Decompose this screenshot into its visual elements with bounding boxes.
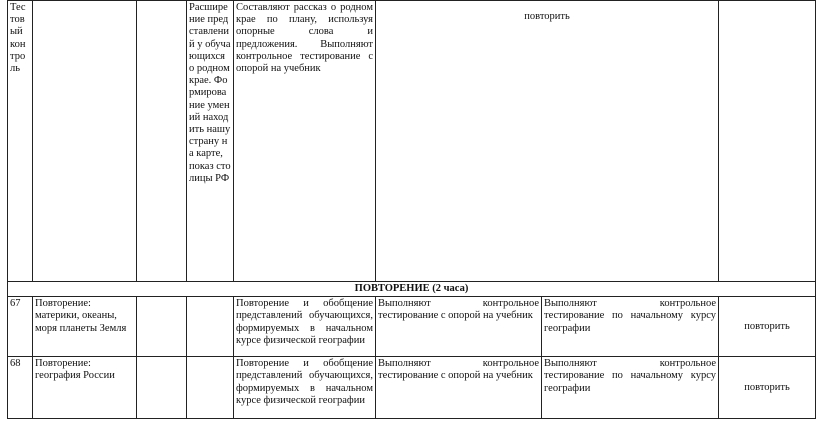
empty-cell [137, 1, 187, 282]
activities-cell: Составляют рассказ о родном крае по плану, используя опорные слова и предложения. Выполняют контрольное тестирование с опорой на учебник [234, 1, 376, 282]
table-row [8, 1, 816, 282]
empty-cell [187, 357, 234, 419]
activity-b-cell: Выполняют контрольное тестирование по начальному курсу географии [542, 357, 719, 419]
lesson-topic-cell: Повторение: материки, океаны, моря планеты Земля [33, 297, 137, 357]
control-type-cell: Тестовый контроль [8, 1, 33, 282]
content-cell: Расширение представлений у обучающихся о родном крае. Формирование умений находить нашу страну на карте, показ столицы РФ [187, 1, 234, 282]
empty-cell [187, 297, 234, 357]
empty-cell [137, 297, 187, 357]
empty-cell [719, 1, 816, 282]
homework-cell: повторить [719, 357, 816, 419]
activity-a-cell: Выполняют контрольное тестирование с опорой на учебник [376, 357, 542, 419]
empty-cell [137, 357, 187, 419]
table-row [8, 297, 816, 357]
lesson-topic-cell: Повторение: география России [33, 357, 137, 419]
lesson-number-cell: 67 [8, 297, 33, 357]
lesson-number-cell: 68 [8, 357, 33, 419]
lesson-content-cell: Повторение и обобщение представлений обучающихся, формируемых в начальном курсе физической географии [234, 357, 376, 419]
activity-b-cell: Выполняют контрольное тестирование по начальному курсу географии [542, 297, 719, 357]
lesson-plan-table [7, 0, 816, 419]
section-title: ПОВТОРЕНИЕ (2 часа) [8, 282, 816, 297]
empty-cell [33, 1, 137, 282]
section-row [8, 282, 816, 297]
homework-cell: повторить [376, 1, 719, 282]
table-row [8, 357, 816, 419]
activity-a-cell: Выполняют контрольное тестирование с опорой на учебник [376, 297, 542, 357]
homework-cell: повторить [719, 297, 816, 357]
lesson-content-cell: Повторение и обобщение представлений обучающихся, формируемых в начальном курсе физической географии [234, 297, 376, 357]
